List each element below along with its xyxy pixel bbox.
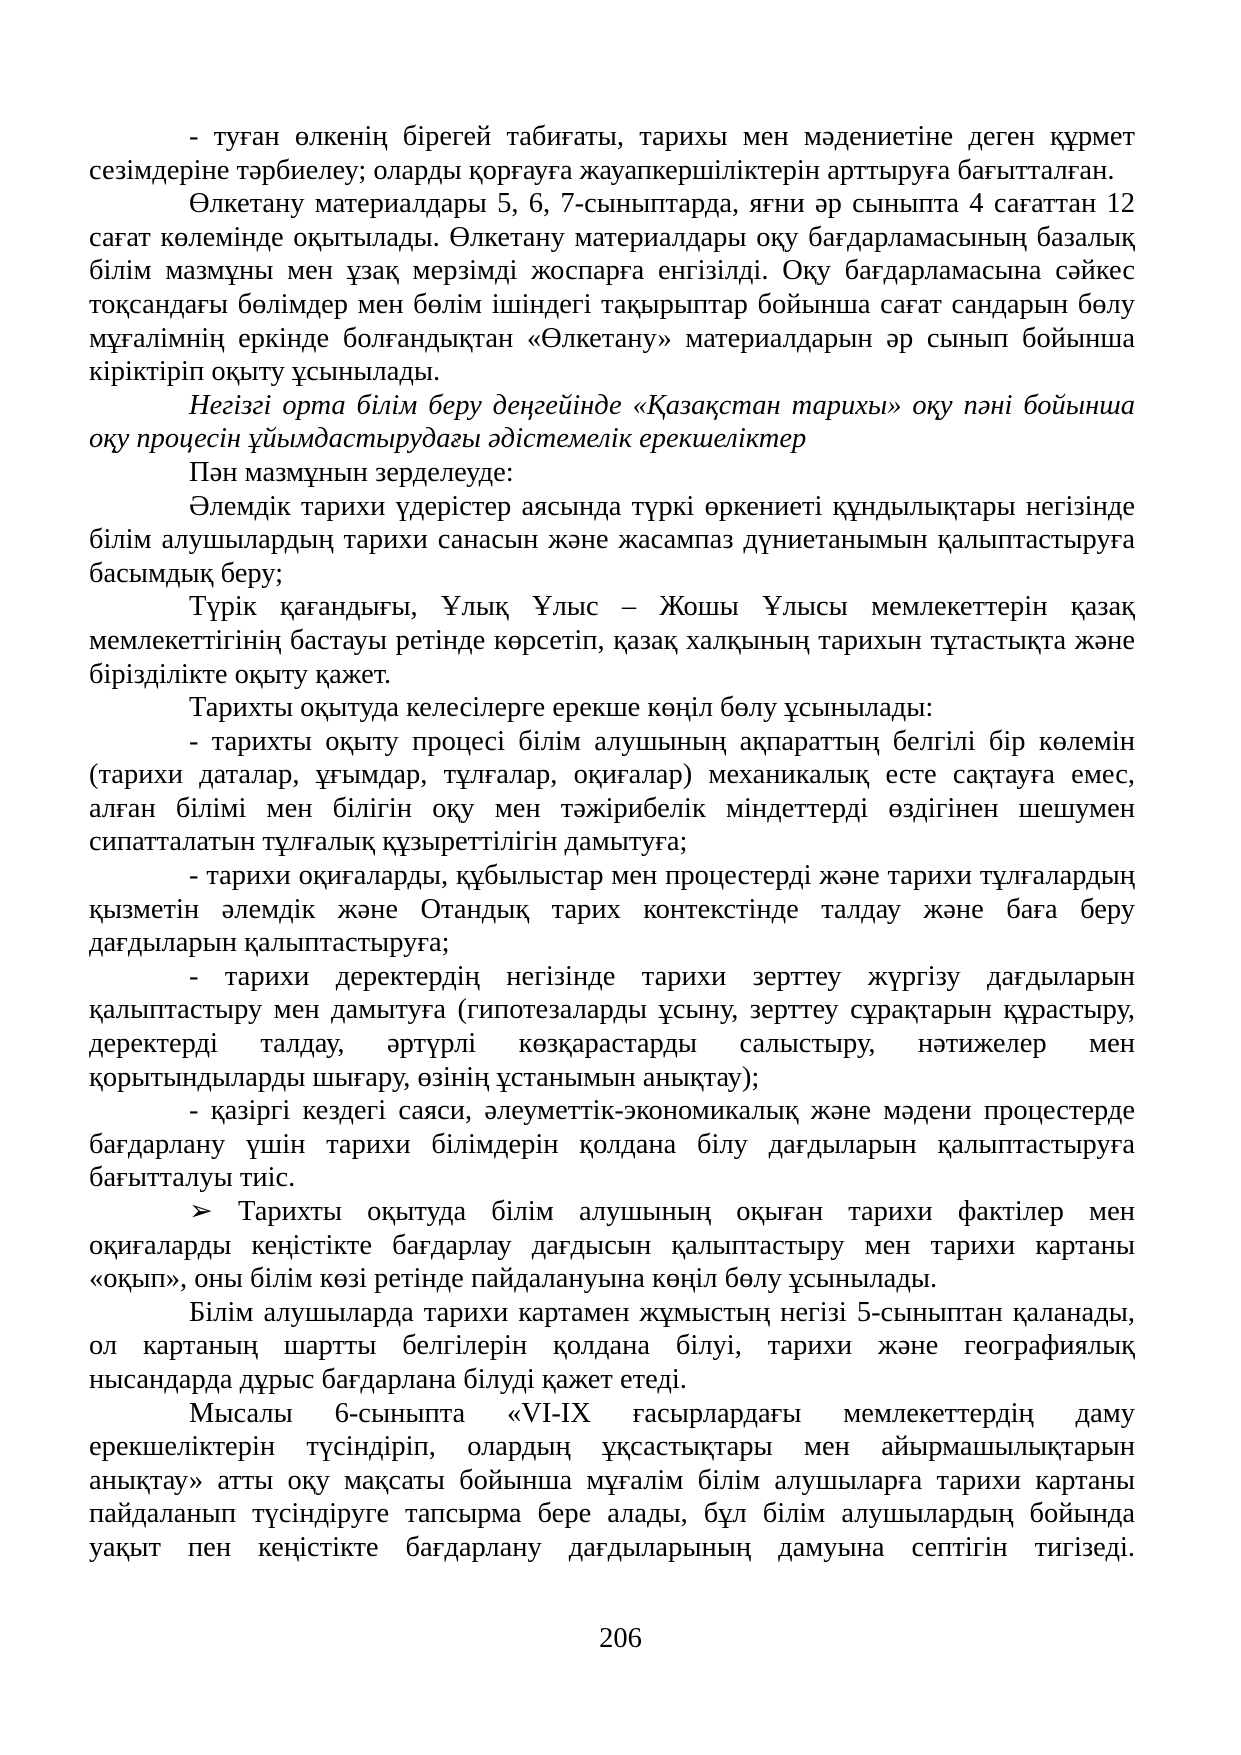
paragraph [89, 859, 1135, 960]
paragraph [89, 1094, 1135, 1195]
text-block [89, 120, 1135, 1565]
text-run: ➢ Тарихты оқытуда білім алушының оқыған тарихи фактілер мен оқиғаларды кеңістікте бағдарлау дағдысын қалыптастыру мен тарихи картаны «оқып», оны білім көзі ретінде пайдалануына көңіл бөлу ұсынылады. [89, 1196, 1135, 1295]
page-number: 206 [599, 1623, 642, 1654]
text-run: - тарихи оқиғаларды, құбылыстар мен процестерді және тарихи тұлғалардың қызметін әлемдік және Отандық тарих контекстінде талдау және баға беру дағдыларын қалыптастыруға; [89, 860, 1135, 959]
text-run: Өлкетану материалдары 5, 6, 7-сыныптарда, яғни әр сыныпта 4 сағаттан 12 сағат көлемінде оқытылады. Өлкетану материалдары оқу бағдарламасының базалық білім мазмұны мен ұзақ мерзімді жоспарға енгізілді. Оқу бағдарламасына сәйкес тоқсандағы бөлімдер мен бөлім ішіндегі тақырыптар бойынша сағат сандарын бөлу мұғалімнің еркінде болғандықтан «Өлкетану» материалдарын әр сынып бойынша кіріктіріп оқыту ұсынылады. [89, 188, 1135, 388]
text-run: - тарихты оқыту процесі білім алушының ақпараттың белгілі бір көлемін (тарихи даталар, ұғымдар, тұлғалар, оқиғалар) механикалық есте сақтауға емес, алған білімі мен білігін оқу мен тәжірибелік міндеттерді өздігінен шешумен сипатталатын тұлғалық құзыреттілігін дамытуға; [89, 725, 1135, 858]
paragraph [89, 490, 1135, 591]
italic-text-run: Негізгі орта білім беру деңгейінде «Қазақстан тарихы» оқу пәні бойынша оқу процесін ұйымдастырудағы әдістемелік ерекшеліктер [89, 389, 1135, 455]
paragraph [89, 691, 1135, 725]
text-run: Әлемдік тарихи үдерістер аясында түркі өркениеті құндылықтары негізінде білім алушылардың тарихи санасын және жасампаз дүниетанымын қалыптастыруға басымдық беру; [89, 490, 1135, 589]
paragraph [89, 725, 1135, 859]
text-run: Білім алушыларда тарихи картамен жұмыстың негізі 5-сыныптан қаланады, ол картаның шартты белгілерін қолдана білуі, тарихи және географиялық нысандарда дұрыс бағдарлана білуді қажет етеді. [89, 1296, 1135, 1395]
text-run: Түрік қағандығы, Ұлық Ұлыс – Жошы Ұлысы мемлекеттерін қазақ мемлекеттігінің бастауы ретінде көрсетіп, қазақ халқының тарихын тұтастықта және бірізділікте оқыту қажет. [89, 591, 1135, 690]
text-run: Тарихты оқытуда келесілерге ерекше көңіл бөлу ұсынылады: [189, 692, 934, 724]
text-run: - қазіргі кездегі саяси, әлеуметтік-экономикалық және мәдени процестерде бағдарлану үшін тарихи білімдерін қолдана білу дағдыларын қалыптастыруға бағытталуы тиіс. [89, 1095, 1135, 1194]
paragraph [89, 187, 1135, 389]
text-run: Пән мазмұнын зерделеуде: [189, 456, 514, 488]
paragraph [89, 456, 1135, 490]
paragraph [89, 1296, 1135, 1397]
text-run: - тарихи деректердің негізінде тарихи зерттеу жүргізу дағдыларын қалыптастыру мен дамытуға (гипотезаларды ұсыну, зерттеу сұрақтарын құрастыру, деректерді талдау, әртүрлі көзқарастарды салыстыру, нәтижелер мен қорытындыларды шығару, өзінің ұстанымын анықтау); [89, 960, 1135, 1093]
paragraph [89, 389, 1135, 456]
paragraph [89, 1397, 1135, 1565]
text-run: - туған өлкенің бірегей табиғаты, тарихы мен мәдениетіне деген құрмет сезімдеріне тәрбиелеу; оларды қорғауға жауапкершіліктерін арттыруға бағытталған. [89, 121, 1135, 186]
paragraph [89, 960, 1135, 1094]
text-run: Мысалы 6-сыныпта «VI-IX ғасырлардағы мемлекеттердің даму ерекшеліктерін түсіндіріп, олардың ұқсастықтары мен айырмашылықтарын анықтау» атты оқу мақсаты бойынша мұғалім білім алушыларға тарихи картаны пайдаланып түсіндіруге тапсырма бере алады, бұл білім алушылардың бойында уақыт пен кеңістікте бағдарлану дағдыларының дамуына септігін тигізеді. [89, 1397, 1135, 1563]
paragraph [89, 1195, 1135, 1296]
paragraph [89, 120, 1135, 187]
paragraph [89, 590, 1135, 691]
